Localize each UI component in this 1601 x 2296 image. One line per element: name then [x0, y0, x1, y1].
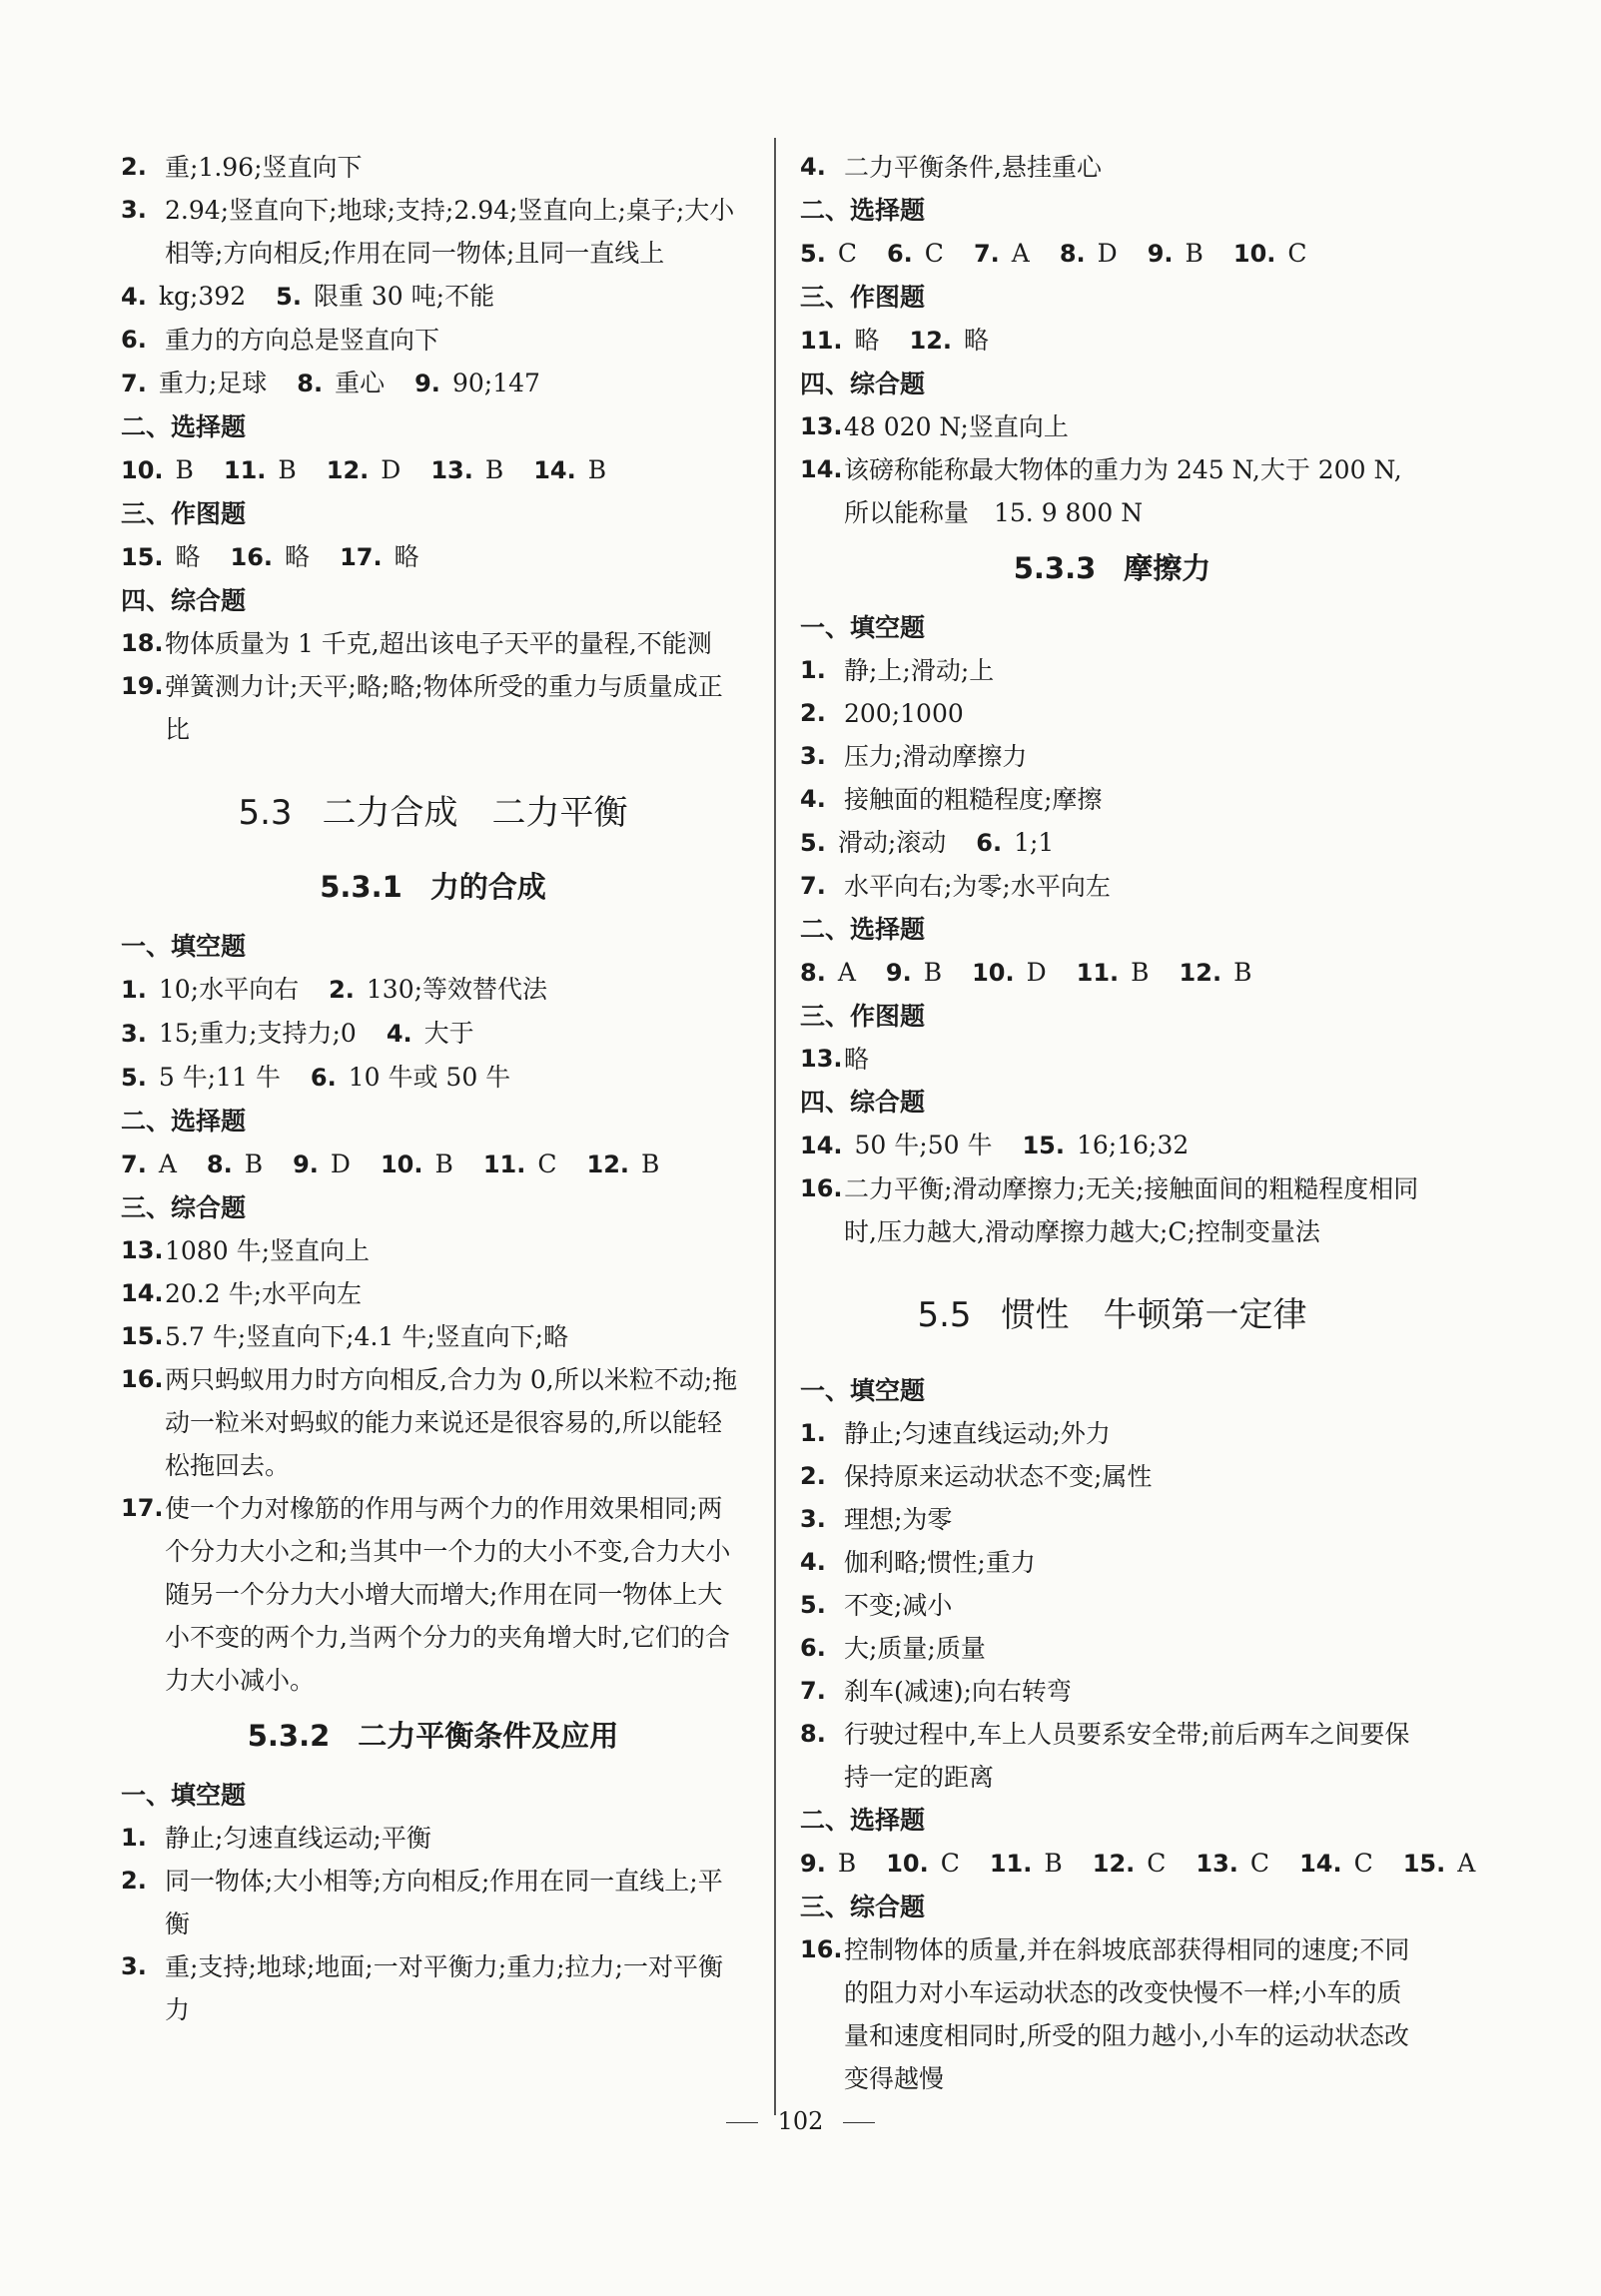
- answer-text: 保持原来运动状态不变;属性: [844, 1462, 1153, 1491]
- subsection-heading: 四、综合题: [121, 586, 247, 615]
- answer-item: [121, 146, 745, 189]
- question-number: 1.: [800, 656, 826, 684]
- answer-item: [121, 1272, 745, 1315]
- answer-row: [800, 232, 1424, 276]
- answer-item: [800, 448, 1424, 534]
- subsection-heading: 四、综合题: [800, 370, 926, 398]
- answer-text: A: [158, 1149, 177, 1178]
- answer-row: [121, 1056, 745, 1100]
- answer-text: 接触面的粗糙程度;摩擦: [844, 785, 1103, 814]
- section-title: 力的合成: [429, 870, 546, 904]
- answer-text: 略: [175, 542, 201, 571]
- question-number: 11.: [1076, 959, 1120, 987]
- question-number: 6.: [800, 1634, 826, 1662]
- answer-text: C: [537, 1149, 557, 1178]
- footer-dash-left: [726, 2122, 758, 2123]
- question-number: 18.: [121, 629, 164, 657]
- answer-text: 压力;滑动摩擦力: [844, 742, 1028, 771]
- answer-item: [800, 405, 1424, 448]
- answer-text: 50 牛;50 牛: [854, 1131, 993, 1159]
- answer-row: [800, 821, 1424, 865]
- question-number: 7.: [121, 370, 147, 397]
- section-title: 摩擦力: [1124, 551, 1211, 585]
- answer-text: C: [940, 1849, 960, 1878]
- answer-text: 略: [964, 326, 990, 355]
- question-number: 8.: [297, 370, 324, 397]
- question-number: 8.: [206, 1150, 233, 1178]
- question-number: 1.: [800, 1419, 826, 1447]
- answer-text: B: [587, 455, 607, 484]
- answer-item: [121, 1487, 745, 1702]
- answer-text: 5 牛;11 牛: [158, 1063, 281, 1092]
- question-number: 15.: [121, 1322, 164, 1350]
- answer-row: [121, 275, 745, 319]
- answer-item: [121, 1315, 745, 1358]
- answer-item: [800, 1038, 1424, 1081]
- answer-text: D: [1097, 239, 1118, 268]
- answer-text: D: [330, 1149, 351, 1178]
- page-number: 102: [777, 2107, 824, 2135]
- answer-item: [800, 1584, 1424, 1627]
- answer-text: 静止;匀速直线运动;平衡: [165, 1824, 431, 1853]
- answer-text: 使一个力对橡筋的作用与两个力的作用效果相同;两个分力大小之和;当其中一个力的大小不变,合力大小随另一个分力大小增大而增大;作用在同一物体上大小不变的两个力,当两个分力的夹角增大时,它们的合力大小减小。: [165, 1494, 731, 1695]
- answer-text: C: [1249, 1849, 1270, 1878]
- question-number: 5.: [800, 1591, 826, 1619]
- question-number: 12.: [586, 1150, 630, 1178]
- question-number: 13.: [121, 1236, 164, 1264]
- answer-item: [121, 1860, 745, 1945]
- question-number: 9.: [414, 370, 440, 397]
- answer-item: [800, 1713, 1424, 1799]
- question-number: 16.: [800, 1174, 843, 1202]
- answer-row: [800, 319, 1424, 363]
- subsection-heading: 二、选择题: [121, 412, 247, 441]
- answer-text: 二力平衡条件,悬挂重心: [844, 153, 1102, 182]
- answer-text: B: [1131, 958, 1150, 987]
- question-number: 14.: [1299, 1850, 1342, 1878]
- question-number: 2.: [800, 699, 826, 727]
- answer-text: 5.7 牛;竖直向下;4.1 牛;竖直向下;略: [165, 1322, 569, 1351]
- question-number: 16.: [800, 1935, 843, 1963]
- answer-text: 重;1.96;竖直向下: [165, 153, 363, 182]
- answer-text: B: [175, 455, 194, 484]
- page-footer: [0, 2107, 1601, 2135]
- answer-row: [121, 448, 745, 492]
- answer-row: [121, 1143, 745, 1186]
- subsection-heading: 四、综合题: [800, 1088, 926, 1117]
- question-number: 6.: [121, 326, 147, 354]
- question-number: 5.: [800, 829, 826, 857]
- answer-text: 2.94;竖直向下;地球;支持;2.94;竖直向上;桌子;大小相等;方向相反;作用在同一物体;且同一直线上: [165, 196, 735, 268]
- answer-text: 控制物体的质量,并在斜坡底部获得相同的速度;不同的阻力对小车运动状态的改变快慢不一样;小车的质量和速度相同时,所受的阻力越小,小车的运动状态改变得越慢: [844, 1935, 1410, 2093]
- answer-item: [121, 665, 745, 751]
- answer-text: 大;质量;质量: [844, 1634, 986, 1663]
- question-number: 8.: [1059, 240, 1086, 268]
- question-number: 7.: [800, 1677, 826, 1705]
- answer-text: 90;147: [451, 369, 540, 397]
- answer-text: B: [278, 455, 297, 484]
- question-number: 12.: [1179, 959, 1222, 987]
- section-number: 5.3.1: [320, 870, 402, 904]
- answer-text: 滑动;滚动: [837, 828, 947, 857]
- question-number: 2.: [121, 1867, 147, 1895]
- left-column: [121, 146, 745, 2031]
- question-number: 5.: [800, 240, 826, 268]
- answer-row: [121, 1012, 745, 1056]
- answer-text: kg;392: [158, 282, 247, 311]
- question-number: 13.: [800, 412, 843, 440]
- answer-text: B: [434, 1149, 453, 1178]
- answer-text: D: [381, 455, 401, 484]
- question-number: 10.: [1232, 240, 1276, 268]
- footer-dash-right: [843, 2122, 875, 2123]
- answer-text: 大于: [423, 1019, 474, 1048]
- column-divider: [774, 138, 776, 2115]
- subsection-heading: 一、填空题: [800, 613, 926, 642]
- question-number: 19.: [121, 672, 164, 700]
- answer-text: C: [924, 239, 944, 268]
- answer-text: A: [1011, 239, 1030, 268]
- answer-text: 同一物体;大小相等;方向相反;作用在同一直线上;平衡: [165, 1867, 723, 1938]
- question-number: 11.: [800, 327, 843, 355]
- answer-text: 20.2 牛;水平向左: [165, 1279, 363, 1308]
- question-number: 8.: [800, 959, 826, 987]
- question-number: 6.: [886, 240, 913, 268]
- answer-text: 200;1000: [844, 699, 964, 728]
- subsection-title: [121, 867, 745, 907]
- answer-text: C: [1147, 1849, 1167, 1878]
- question-number: 14.: [800, 1132, 843, 1159]
- answer-text: 重力;足球: [158, 369, 268, 397]
- subsection-heading: 一、填空题: [800, 1376, 926, 1405]
- subsection-title: [121, 1716, 745, 1756]
- question-number: 6.: [310, 1064, 337, 1092]
- question-number: 11.: [989, 1850, 1033, 1878]
- answer-row: [121, 968, 745, 1012]
- answer-text: 130;等效替代法: [366, 975, 548, 1004]
- section-heading: [121, 791, 745, 835]
- section-number: 5.5: [917, 1295, 972, 1335]
- answer-text: C: [837, 239, 857, 268]
- answer-text: 10 牛或 50 牛: [348, 1063, 511, 1092]
- answer-text: 限重 30 吨;不能: [313, 282, 495, 311]
- answer-text: 10;水平向右: [158, 975, 300, 1004]
- question-number: 4.: [800, 153, 826, 181]
- question-number: 2.: [800, 1462, 826, 1490]
- answer-text: 理想;为零: [844, 1505, 953, 1534]
- subsection-heading: 二、选择题: [800, 196, 926, 225]
- answer-item: [800, 1167, 1424, 1253]
- section-title: 二力平衡条件及应用: [358, 1719, 619, 1753]
- answer-item: [800, 1455, 1424, 1498]
- answer-text: 刹车(减速);向右转弯: [844, 1677, 1072, 1706]
- question-number: 10.: [886, 1850, 929, 1878]
- answer-text: 物体质量为 1 千克,超出该电子天平的量程,不能测: [165, 629, 712, 658]
- question-number: 17.: [340, 543, 383, 571]
- question-number: 11.: [223, 456, 267, 484]
- question-number: 8.: [800, 1720, 826, 1748]
- question-number: 15.: [1022, 1132, 1065, 1159]
- question-number: 3.: [121, 1952, 147, 1980]
- subsection-heading: 二、选择题: [121, 1107, 247, 1136]
- section-title: 惯性 牛顿第一定律: [1001, 1295, 1307, 1335]
- question-number: 3.: [800, 1505, 826, 1533]
- question-number: 13.: [800, 1045, 843, 1073]
- answer-item: [800, 865, 1424, 908]
- answer-text: B: [244, 1149, 264, 1178]
- answer-item: [800, 146, 1424, 189]
- answer-row: [800, 1124, 1424, 1167]
- answer-text: 弹簧测力计;天平;略;略;物体所受的重力与质量成正比: [165, 672, 723, 744]
- question-number: 1.: [121, 1824, 147, 1852]
- answer-item: [121, 622, 745, 665]
- answer-text: 重;支持;地球;地面;一对平衡力;重力;拉力;一对平衡力: [165, 1952, 723, 2024]
- subsection-title: [800, 548, 1424, 588]
- section-number: 5.3.3: [1013, 551, 1097, 585]
- answer-item: [121, 1358, 745, 1487]
- question-number: 13.: [430, 456, 473, 484]
- question-number: 16.: [230, 543, 274, 571]
- answer-text: D: [1026, 958, 1047, 987]
- question-number: 2.: [329, 976, 355, 1004]
- right-column: [800, 146, 1476, 2100]
- question-number: 14.: [533, 456, 576, 484]
- question-number: 14.: [800, 455, 843, 483]
- answer-item: [121, 319, 745, 362]
- question-number: 9.: [885, 959, 912, 987]
- question-number: 10.: [380, 1150, 423, 1178]
- question-number: 14.: [121, 1279, 164, 1307]
- question-number: 12.: [909, 327, 953, 355]
- question-number: 9.: [293, 1150, 319, 1178]
- question-number: 12.: [326, 456, 370, 484]
- question-number: 4.: [800, 785, 826, 813]
- subsection-heading: 三、综合题: [800, 1893, 926, 1921]
- question-number: 11.: [482, 1150, 526, 1178]
- question-number: 9.: [800, 1850, 826, 1878]
- answer-text: B: [484, 455, 504, 484]
- answer-item: [800, 778, 1424, 821]
- question-number: 5.: [276, 283, 302, 311]
- answer-text: 略: [854, 326, 880, 355]
- answer-text: B: [1044, 1849, 1063, 1878]
- section-number: 5.3: [238, 793, 293, 833]
- answer-text: B: [1185, 239, 1203, 268]
- question-number: 6.: [976, 829, 1003, 857]
- answer-text: 重力的方向总是竖直向下: [165, 326, 440, 355]
- answer-item: [800, 692, 1424, 735]
- answer-text: 略: [844, 1045, 870, 1074]
- question-number: 16.: [121, 1365, 164, 1393]
- question-number: 7.: [800, 872, 826, 900]
- answer-item: [121, 1945, 745, 2031]
- answer-text: B: [641, 1149, 660, 1178]
- question-number: 9.: [1147, 240, 1174, 268]
- answer-item: [121, 1229, 745, 1272]
- question-number: 2.: [121, 153, 147, 181]
- question-number: 15.: [121, 543, 164, 571]
- subsection-heading: 二、选择题: [800, 915, 926, 944]
- answer-text: 略: [285, 542, 311, 571]
- answer-text: 16;16;32: [1076, 1131, 1190, 1159]
- answer-text: 1;1: [1014, 828, 1055, 857]
- subsection-heading: 三、综合题: [121, 1193, 247, 1222]
- answer-item: [800, 735, 1424, 778]
- answer-text: A: [837, 958, 856, 987]
- question-number: 5.: [121, 1064, 147, 1092]
- answer-item: [800, 1541, 1424, 1584]
- answer-item: [121, 189, 745, 275]
- answer-text: A: [1457, 1849, 1476, 1878]
- answer-text: B: [837, 1849, 857, 1878]
- answer-row: [121, 535, 745, 579]
- answer-text: B: [923, 958, 943, 987]
- answer-item: [800, 1498, 1424, 1541]
- answer-item: [800, 1670, 1424, 1713]
- answer-text: 重心: [335, 369, 386, 397]
- question-number: 17.: [121, 1494, 164, 1522]
- question-number: 3.: [121, 1020, 147, 1048]
- section-title: 二力合成 二力平衡: [322, 793, 628, 833]
- section-number: 5.3.2: [247, 1719, 331, 1753]
- answer-row: [121, 362, 745, 405]
- answer-text: B: [1233, 958, 1252, 987]
- question-number: 13.: [1196, 1850, 1238, 1878]
- answer-text: 该磅称能称最大物体的重力为 245 N,大于 200 N,所以能称量 15. 9 800 N: [844, 455, 1402, 527]
- subsection-heading: 三、作图题: [800, 283, 926, 312]
- question-number: 4.: [386, 1020, 412, 1048]
- answer-text: C: [1353, 1849, 1373, 1878]
- question-number: 10.: [121, 456, 164, 484]
- answer-text: 两只蚂蚁用力时方向相反,合力为 0,所以米粒不动;拖动一粒米对蚂蚁的能力来说还是很容易的,所以能轻松拖回去。: [165, 1365, 738, 1480]
- answer-text: 略: [394, 542, 419, 571]
- question-number: 7.: [973, 240, 1000, 268]
- answer-text: 水平向右;为零;水平向左: [844, 872, 1111, 901]
- section-heading: [800, 1293, 1424, 1337]
- answer-row: [800, 951, 1424, 995]
- answer-text: 不变;减小: [844, 1591, 953, 1620]
- question-number: 4.: [800, 1548, 826, 1576]
- subsection-heading: 三、作图题: [800, 1002, 926, 1031]
- answer-text: C: [1287, 239, 1307, 268]
- answer-item: [800, 1627, 1424, 1670]
- subsection-heading: 二、选择题: [800, 1806, 926, 1835]
- subsection-heading: 三、作图题: [121, 499, 247, 528]
- answer-item: [800, 1412, 1424, 1455]
- answer-text: 48 020 N;竖直向上: [844, 412, 1069, 441]
- question-number: 4.: [121, 283, 147, 311]
- question-number: 15.: [1402, 1850, 1446, 1878]
- question-number: 12.: [1092, 1850, 1136, 1878]
- answer-text: 二力平衡;滑动摩擦力;无关;接触面间的粗糙程度相同时,压力越大,滑动摩擦力越大;C;控制变量法: [844, 1174, 1419, 1246]
- answer-text: 1080 牛;竖直向上: [165, 1236, 370, 1265]
- answer-text: 行驶过程中,车上人员要系安全带;前后两车之间要保持一定的距离: [844, 1720, 1410, 1792]
- answer-item: [800, 1928, 1424, 2100]
- answer-item: [800, 649, 1424, 692]
- question-number: 10.: [972, 959, 1015, 987]
- question-number: 7.: [121, 1150, 147, 1178]
- answer-text: 伽利略;惯性;重力: [844, 1548, 1036, 1577]
- answer-row: [800, 1842, 1476, 1886]
- question-number: 1.: [121, 976, 147, 1004]
- answer-text: 静;上;滑动;上: [844, 656, 995, 685]
- answer-text: 静止;匀速直线运动;外力: [844, 1419, 1111, 1448]
- subsection-heading: 一、填空题: [121, 932, 247, 961]
- question-number: 3.: [800, 742, 826, 770]
- answer-item: [121, 1817, 745, 1860]
- question-number: 3.: [121, 196, 147, 224]
- answer-text: 15;重力;支持力;0: [158, 1019, 357, 1048]
- subsection-heading: 一、填空题: [121, 1781, 247, 1810]
